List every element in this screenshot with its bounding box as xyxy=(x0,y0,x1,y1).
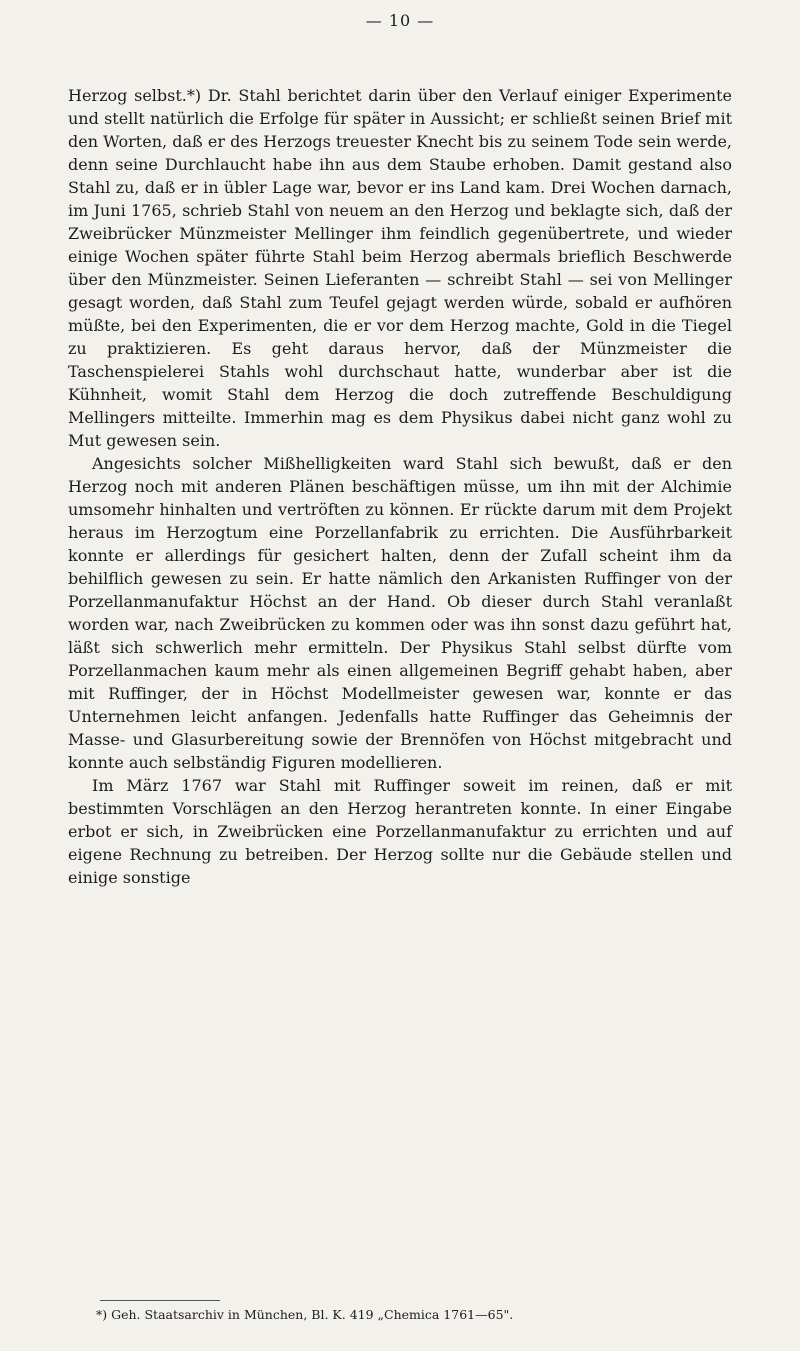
footnote: *) Geh. Staatsarchiv in München, Bl. K. 419 „Chemica 1761—65". xyxy=(96,1307,514,1322)
footnote-divider xyxy=(100,1300,220,1301)
paragraph-2: Angesichts solcher Mißhelligkeiten ward Stahl sich bewußt, daß er den Herzog noch mit anderen Plänen beschäftigen müsse, um ihn mit der Alchimie umsomehr hinhalten und vertröften zu können. Er rückte darum mit dem Projekt heraus im Herzogtum eine Porzellanfabrik zu errichten. Die Ausführbarkeit konnte er allerdings für gesichert halten, denn der Zufall scheint ihm da behilflich gewesen zu sein. Er hatte nämlich den Arkanisten Ruffinger von der Porzellanmanufaktur Höchst an der Hand. Ob dieser durch Stahl veranlaßt worden war, nach Zweibrücken zu kommen oder was ihn sonst dazu geführt hat, läßt sich schwerlich mehr ermitteln. Der Physikus Stahl selbst dürfte vom Porzellanmachen kaum mehr als einen allgemeinen Begriff gehabt haben, aber mit Ruffinger, der in Höchst Modellmeister gewesen war, konnte er das Unternehmen leicht anfangen. Jedenfalls hatte Ruffinger das Geheimnis der Masse- und Glasurbereitung sowie der Brennöfen von Höchst mitgebracht und konnte auch selbständig Figuren modellieren. xyxy=(68,454,732,772)
page-number: — 10 — xyxy=(365,11,435,30)
paragraph-1: Herzog selbst.*) Dr. Stahl berichtet darin über den Verlauf einiger Experimente und stellt natürlich die Erfolge für später in Aussicht; er schließt seinen Brief mit den Worten, daß er des Herzogs treuester Knecht bis zu seinem Tode sein werde, denn seine Durchlaucht habe ihn aus dem Staube erhoben. Damit gestand also Stahl zu, daß er in übler Lage war, bevor er ins Land kam. Drei Wochen darnach, im Juni 1765, schrieb Stahl von neuem an den Herzog und beklagte sich, daß der Zweibrücker Münzmeister Mellinger ihm feindlich gegenübertrete, und wieder einige Wochen später führte Stahl beim Herzog abermals brieflich Beschwerde über den Münzmeister. Seinen Lieferanten — schreibt Stahl — sei von Mellinger gesagt worden, daß Stahl zum Teufel gejagt werden würde, sobald er aufhören müßte, bei den Experimenten, die er vor dem Herzog machte, Gold in die Tiegel zu praktizieren. Es geht daraus hervor, daß der Münzmeister die Taschenspielerei Stahls wohl durchschaut hatte, wunderbar aber ist die Kühnheit, womit Stahl dem Herzog die doch zutreffende Beschuldigung Mellingers mitteilte. Immerhin mag es dem Physikus dabei nicht ganz wohl zu Mut gewesen sein. xyxy=(68,86,732,450)
paragraph-3: Im März 1767 war Stahl mit Ruffinger soweit im reinen, daß er mit bestimmten Vorschlägen an den Herzog herantreten konnte. In einer Eingabe erbot er sich, in Zweibrücken eine Porzellanmanufaktur zu errichten und auf eigene Rechnung zu betreiben. Der Herzog sollte nur die Gebäude stellen und einige sonstige xyxy=(68,776,732,887)
body-text xyxy=(68,84,732,889)
